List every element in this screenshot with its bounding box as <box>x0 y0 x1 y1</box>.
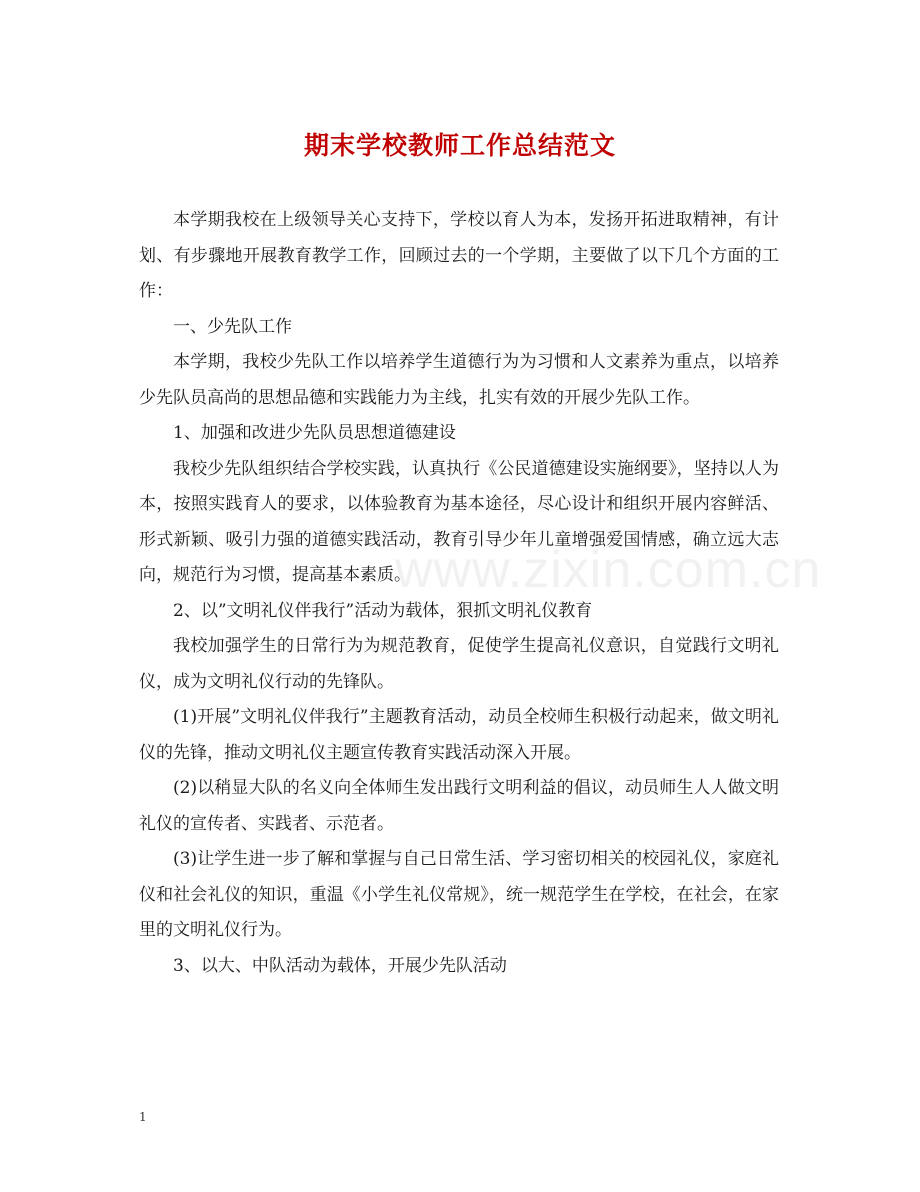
subsection-heading-1: 1、加强和改进少先队员思想道德建设 <box>173 423 456 443</box>
paragraph-subsection-1: 我校少先队组织结合学校实践，认真执行《公民道德建设实施纲要》，坚持以人为本，按照实践育人的要求，以体验教育为基本途径，尽心设计和组织开展内容鲜活、形式新颖、吸引力强的道德实践活动，教育引导少年儿童增强爱国情感，确立远大志向，规范行为习惯，提高基本素质。 <box>139 458 779 585</box>
section-heading-1: 一、少先队工作 <box>173 316 292 337</box>
paragraph-intro: 本学期我校在上级领导关心支持下，学校以育人为本，发扬开拓进取精神，有计划、有步骤地开展教育教学工作，回顾过去的一个学期，主要做了以下几个方面的工作： <box>139 210 779 301</box>
document-title: 期末学校教师工作总结范文 <box>303 131 616 160</box>
paragraph-section-1: 本学期，我校少先队工作以培养学生道德行为为习惯和人文素养为重点，以培养少先队员高尚的思想品德和实践能力为主线，扎实有效的开展少先队工作。 <box>139 352 779 408</box>
subsection-heading-2: 2、以”文明礼仪伴我行”活动为载体，狠抓文明礼仪教育 <box>173 600 593 621</box>
subsection-heading-3: 3、以大、中队活动为载体，开展少先队活动 <box>173 955 507 976</box>
paragraph-subsection-2: 我校加强学生的日常行为为规范教育，促使学生提高礼仪意识，自觉践行文明礼仪，成为文明礼仪行动的先锋队。 <box>139 636 779 692</box>
watermark: www.zixin.com.cn <box>395 541 822 599</box>
list-item-2: (2)以稍显大队的名义向全体师生发出践行文明利益的倡议，动员师生人人做文明礼仪的宣传者、实践者、示范者。 <box>139 778 779 834</box>
page-number: 1 <box>139 1110 147 1124</box>
list-item-3: (3)让学生进一步了解和掌握与自己日常生活、学习密切相关的校园礼仪，家庭礼仪和社会礼仪的知识，重温《小学生礼仪常规》，统一规范学生在学校，在社会，在家里的文明礼仪行为。 <box>139 849 779 940</box>
list-item-1: (1)开展”文明礼仪伴我行”主题教育活动，动员全校师生积极行动起来，做文明礼仪的先锋，推动文明礼仪主题宣传教育实践活动深入开展。 <box>139 707 779 763</box>
